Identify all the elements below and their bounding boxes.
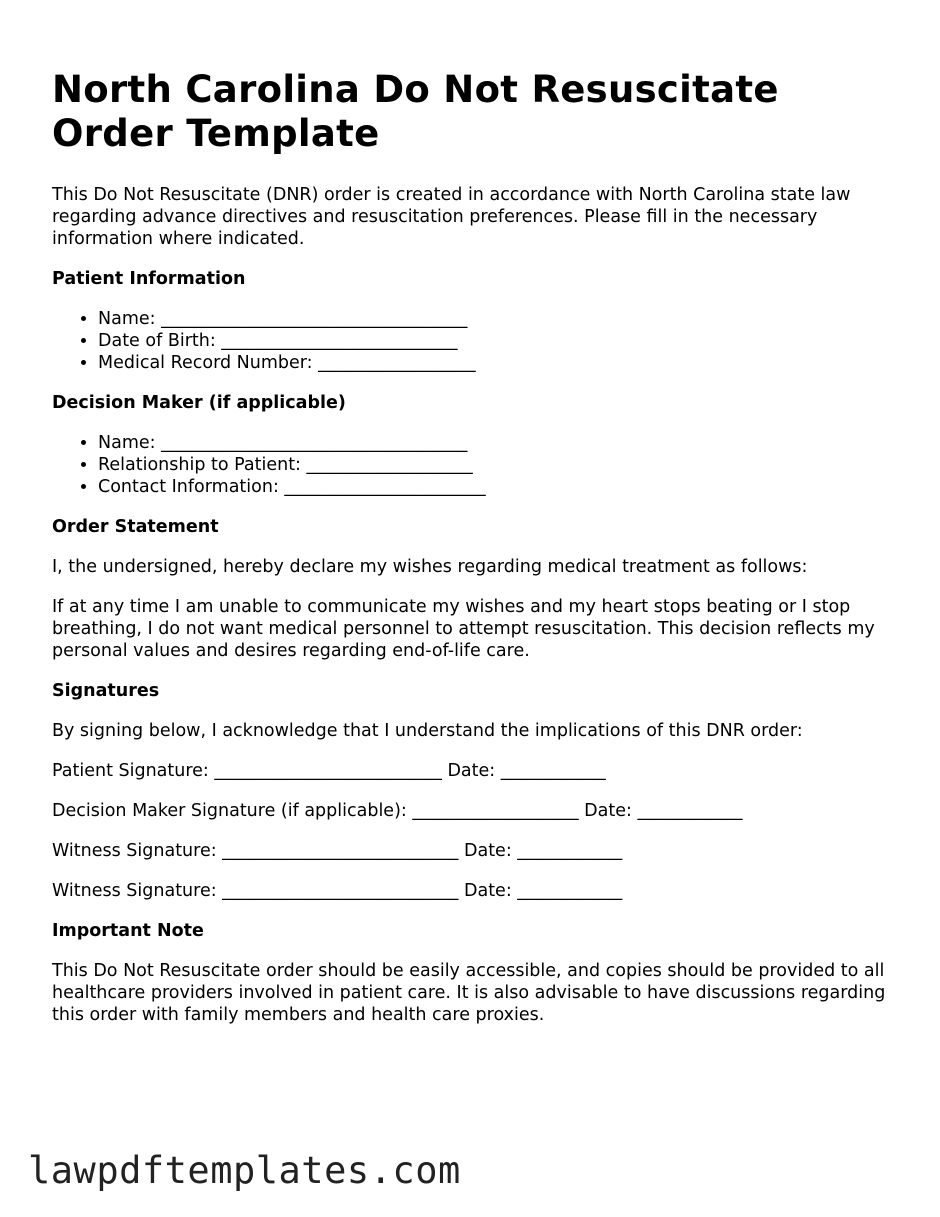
intro-paragraph: This Do Not Resuscitate (DNR) order is created in accordance with North Carolina state law regarding advance directives and resuscitation preferences. Please fill in the necessary information where indicated. (52, 185, 851, 249)
important-note-text: This Do Not Resuscitate order should be easily accessible, and copies should be provided to all healthcare providers involved in patient care. It is also advisable to have discussions regarding this order with family members and health care proxies. (52, 961, 886, 1025)
document-page (52, 68, 892, 1044)
decision-maker-name-field: • Name: ___________________________________ (98, 432, 892, 454)
patient-mrn-field: • Medical Record Number: __________________ (98, 352, 892, 374)
patient-info-list (52, 308, 892, 374)
page-title: North Carolina Do Not Resuscitate Order Template (52, 68, 779, 155)
decision-maker-relationship-field: • Relationship to Patient: ___________________ (98, 454, 892, 476)
important-note-heading: Important Note (52, 921, 204, 941)
signatures-intro: By signing below, I acknowledge that I understand the implications of this DNR order: (52, 721, 803, 741)
patient-dob-field: • Date of Birth: ___________________________ (98, 330, 892, 352)
signatures-heading: Signatures (52, 681, 160, 701)
order-statement-heading: Order Statement (52, 517, 219, 537)
decision-maker-list (52, 432, 892, 498)
order-statement-para-2: If at any time I am unable to communicate my wishes and my heart stops beating or I stop breathing, I do not want medical personnel to attempt resuscitation. This decision reflects my personal values and desires regarding end-of-life care. (52, 597, 875, 661)
decision-maker-heading: Decision Maker (if applicable) (52, 393, 346, 413)
patient-info-heading: Patient Information (52, 269, 246, 289)
decision-maker-contact-field: • Contact Information: _______________________ (98, 476, 892, 498)
decision-maker-signature-line: Decision Maker Signature (if applicable): ___________________ Date: ____________ (52, 801, 743, 821)
witness-signature-line-1: Witness Signature: ___________________________ Date: ____________ (52, 841, 623, 861)
order-statement-para-1: I, the undersigned, hereby declare my wishes regarding medical treatment as follows: (52, 557, 808, 577)
patient-name-field: • Name: ___________________________________ (98, 308, 892, 330)
patient-signature-line: Patient Signature: __________________________ Date: ____________ (52, 761, 606, 781)
watermark-brand: lawpdftemplates.com (28, 1149, 461, 1192)
witness-signature-line-2: Witness Signature: ___________________________ Date: ____________ (52, 881, 623, 901)
